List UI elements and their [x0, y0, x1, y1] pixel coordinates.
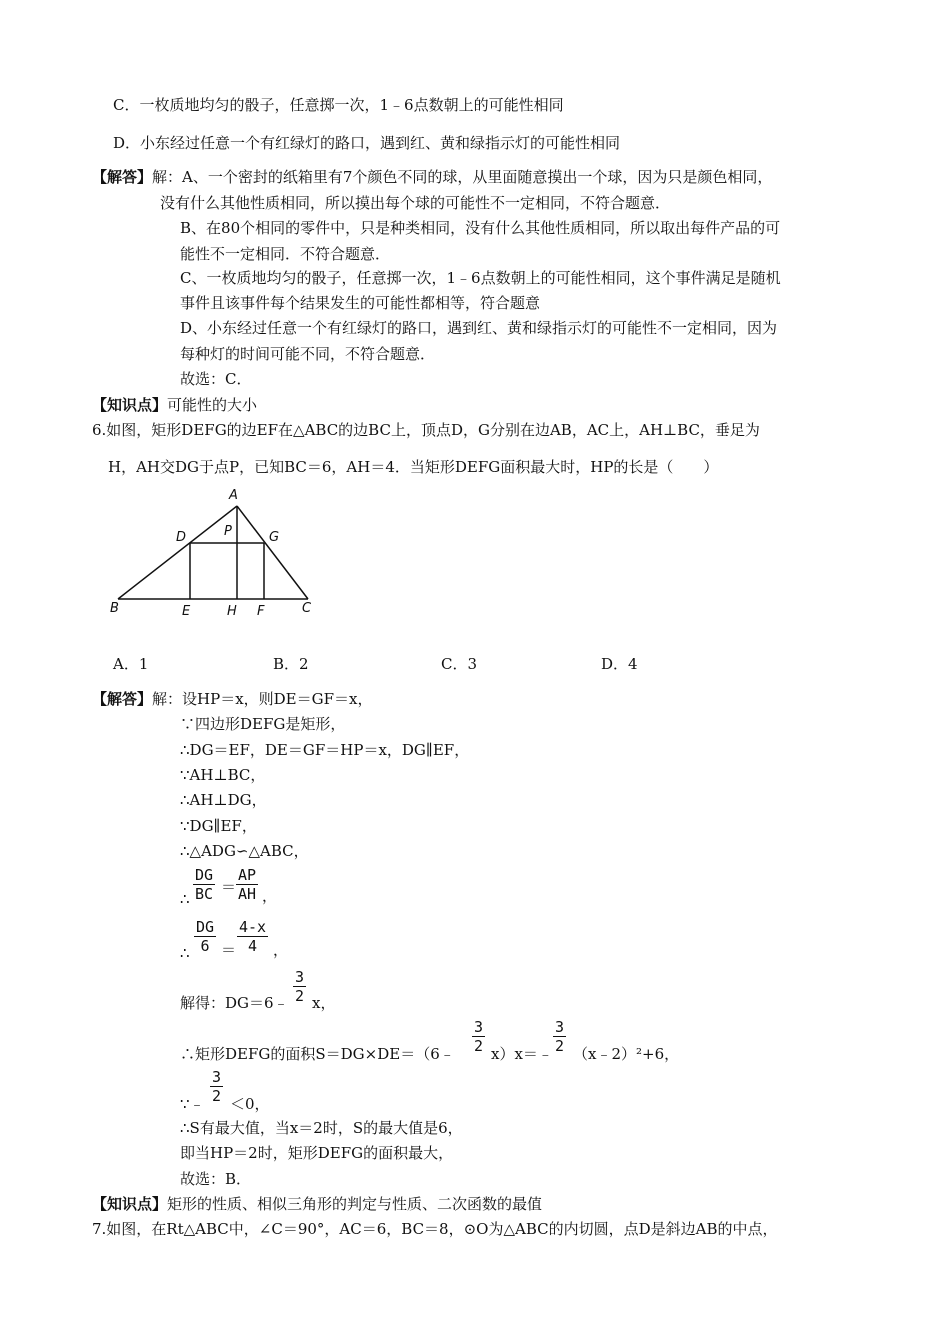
q6-stem: 6.如图，矩形DEFG的边EF在△ABC的边BC上，顶点D，G分别在边AB，AC上，AH⊥BC，垂足为 — [92, 421, 760, 439]
area-expression-text: ∴矩形DEFG的面积S＝DG×DE＝（6﹣ — [180, 1045, 455, 1063]
q6-answer — [92, 689, 372, 709]
solution-step: ∴AH⊥DG， — [180, 791, 267, 809]
label-a: A — [229, 488, 238, 503]
coefficient-text: ∵﹣ — [180, 1095, 205, 1113]
answer-line: 事件且该事件每个结果发生的可能性都相等，符合题意 — [180, 294, 541, 312]
label-b: B — [110, 601, 119, 616]
answer-line: D、小东经过任意一个有红绿灯的路口，遇到红、黄和绿指示灯的可能性不一定相同，因为 — [180, 319, 778, 337]
fraction-3-2: $\frac{3}{2}$ — [212, 1068, 222, 1105]
fraction-dg-bc: $\frac{DG}{BC}$ — [195, 866, 214, 903]
coefficient-tail: ＜0， — [230, 1095, 270, 1113]
q6-knowledge — [92, 1194, 542, 1214]
q5-option-d: D．小东经过任意一个有红绿灯的路口，遇到红、黄和绿指示灯的可能性相同 — [113, 134, 621, 152]
solve-dg-text: 解得：DG＝6﹣ — [180, 994, 289, 1012]
fraction-4-minus-x-4: $\frac{4-x}{4}$ — [239, 918, 267, 955]
fraction-ap-ah: $\frac{AP}{AH}$ — [238, 866, 257, 903]
solution-step: ∴△ADG∽△ABC， — [180, 842, 309, 860]
label-d: D — [176, 530, 187, 545]
label-g: G — [269, 530, 280, 545]
answer-line: 每种灯的时间可能不同，不符合题意． — [180, 345, 436, 363]
fraction-3-2: $\frac{3}{2}$ — [555, 1018, 565, 1055]
q6-option-a: A．1 — [113, 655, 149, 673]
therefore-symbol: ∴ — [180, 944, 190, 962]
solution-step: ∵AH⊥BC， — [180, 766, 266, 784]
knowledge-tag: 【知识点】 — [92, 1195, 168, 1213]
answer-text: 解：A、一个密封的纸箱里有7个颜色不同的球，从里面随意摸出一个球，因为只是颜色相同， — [152, 168, 773, 186]
label-h: H — [227, 604, 237, 619]
answer-line: 没有什么其他性质相同，所以摸出每个球的可能性不一定相同，不符合题意． — [160, 194, 671, 212]
knowledge-text: 可能性的大小 — [167, 396, 258, 414]
equals-sign: ＝ — [221, 941, 237, 959]
answer-line: 故选：C． — [180, 370, 252, 388]
label-e: E — [182, 604, 191, 619]
q7-stem: 7.如图，在Rt△ABC中，∠C＝90°，AC＝6，BC＝8，⊙O为△ABC的内切圆，点D是斜边AB的中点， — [92, 1220, 778, 1238]
answer-line: C、一枚质地均匀的骰子，任意掷一次，1﹣6点数朝上的可能性相同，这个事件满足是随机 — [180, 269, 781, 287]
therefore-symbol: ∴ — [180, 890, 190, 908]
answer-tag: 【解答】 — [92, 690, 153, 708]
solution-step: ∵四边形DEFG是矩形， — [180, 715, 346, 733]
side-ab — [118, 506, 237, 599]
fraction-3-2: $\frac{3}{2}$ — [295, 968, 305, 1005]
solution-step: 故选：B． — [180, 1170, 252, 1188]
comma: ， — [273, 941, 289, 959]
solution-step: ∴S有最大值，当x＝2时，S的最大值是6， — [180, 1119, 463, 1137]
area-expression-tail: （x﹣2）²+6， — [573, 1045, 680, 1063]
knowledge-tag: 【知识点】 — [92, 396, 168, 414]
q6-triangle-figure — [108, 482, 328, 622]
solve-dg-tail: x， — [312, 994, 336, 1012]
label-p: P — [224, 524, 232, 539]
fraction-3-2: $\frac{3}{2}$ — [474, 1018, 484, 1055]
solution-step: ∴DG＝EF，DE＝GF＝HP＝x，DG∥EF， — [180, 741, 470, 759]
solution-step: ∵DG∥EF， — [180, 817, 257, 835]
solution-step: 即当HP＝2时，矩形DEFG的面积最大， — [180, 1144, 454, 1162]
q5-option-c: C．一枚质地均匀的骰子，任意掷一次，1﹣6点数朝上的可能性相同 — [113, 96, 564, 114]
answer-line: 能性不一定相同．不符合题意． — [180, 245, 391, 263]
label-c: C — [302, 601, 312, 616]
equals-sign: ＝ — [221, 878, 237, 896]
side-ac — [237, 506, 308, 599]
answer-line: B、在80个相同的零件中，只是种类相同，没有什么其他性质相同，所以取出每件产品的可 — [180, 219, 781, 237]
q6-option-d: D．4 — [601, 655, 638, 673]
q6-stem-cont: H，AH交DG于点P，已知BC＝6，AH＝4．当矩形DEFG面积最大时，HP的长是（ ） — [108, 458, 719, 476]
q5-knowledge — [92, 395, 257, 415]
q6-option-c: C．3 — [441, 655, 478, 673]
q5-answer — [92, 167, 772, 187]
answer-tag: 【解答】 — [92, 168, 153, 186]
fraction-dg-6: $\frac{DG}{6}$ — [196, 918, 215, 955]
answer-text: 解：设HP＝x，则DE＝GF＝x， — [152, 690, 373, 708]
knowledge-text: 矩形的性质、相似三角形的判定与性质、二次函数的最值 — [167, 1195, 543, 1213]
label-f: F — [257, 604, 265, 619]
area-expression-mid: x）x＝﹣ — [491, 1045, 553, 1063]
q6-option-b: B．2 — [273, 655, 309, 673]
comma: ， — [262, 887, 278, 905]
